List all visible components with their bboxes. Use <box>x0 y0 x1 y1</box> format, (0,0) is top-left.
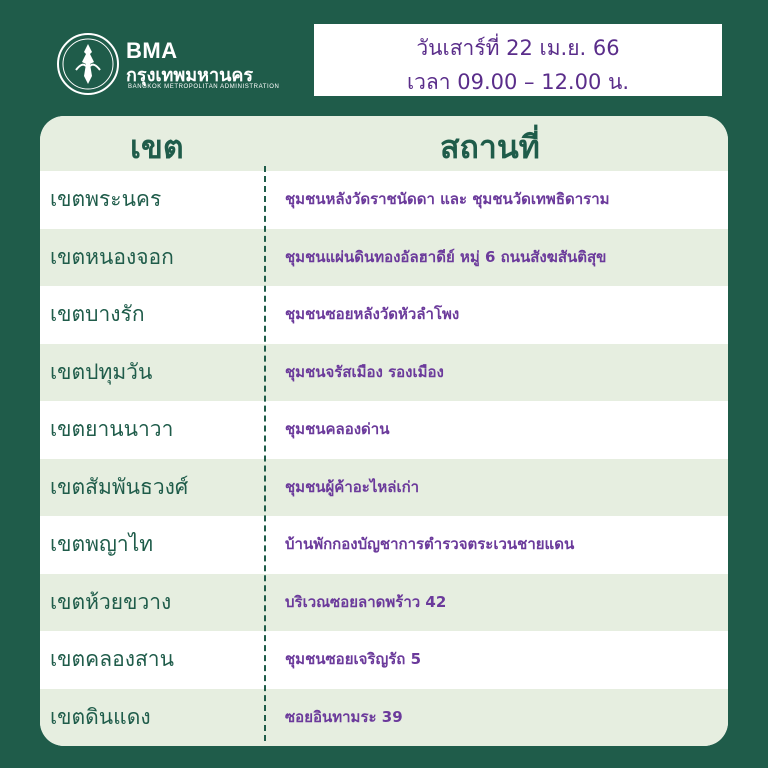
table-row <box>40 459 728 517</box>
district-cell: เขตสัมพันธวงศ์ <box>50 474 189 499</box>
brand-thai-name: กรุงเทพมหานคร <box>126 65 254 86</box>
table-row <box>40 286 728 344</box>
table-row <box>40 689 728 747</box>
table-row <box>40 401 728 459</box>
table-row <box>40 171 728 229</box>
table-row <box>40 631 728 689</box>
place-cell: ชุมชนคลองด่าน <box>285 420 390 438</box>
place-cell: บริเวณซอยลาดพร้าว 42 <box>285 592 447 611</box>
place-cell: บ้านพักกองบัญชาการตำรวจตระเวนชายแดน <box>285 535 575 553</box>
district-cell: เขตพระนคร <box>50 187 162 211</box>
table-header <box>40 116 728 171</box>
district-cell: เขตห้วยขวาง <box>50 589 172 614</box>
schedule-time: เวลา 09.00 – 12.00 น. <box>406 70 630 94</box>
place-cell: ชุมชนซอยเจริญรัถ 5 <box>285 650 422 668</box>
district-cell: เขตคลองสาน <box>50 647 174 671</box>
place-cell: ชุมชนซอยหลังวัดหัวลำโพง <box>285 305 460 323</box>
header-district: เขต <box>130 128 184 166</box>
district-cell: เขตยานนาวา <box>50 417 174 441</box>
place-cell: ซอยอินทามระ 39 <box>285 707 403 726</box>
district-table <box>40 116 728 746</box>
schedule-box <box>314 24 722 96</box>
bma-logo <box>56 32 296 98</box>
brand-abbr: BMA <box>126 38 178 63</box>
bma-seal-icon <box>56 32 120 96</box>
table-row <box>40 229 728 287</box>
table-row <box>40 516 728 574</box>
place-cell: ชุมชนผู้ค้าอะไหล่เก่า <box>285 477 420 496</box>
table-row <box>40 344 728 402</box>
header-place: สถานที่ <box>440 128 540 166</box>
place-cell: ชุมชนแผ่นดินทองอัลฮาดีย์ หมู่ 6 ถนนสังฆสันติสุข <box>285 247 607 266</box>
place-cell: ชุมชนหลังวัดราชนัดดา และ ชุมชนวัดเทพธิดาราม <box>285 190 610 208</box>
brand-english-name: BANGKOK METROPOLITAN ADMINISTRATION <box>128 84 280 90</box>
table-row <box>40 574 728 632</box>
column-divider <box>264 166 266 741</box>
schedule-date: วันเสาร์ที่ 22 เม.ย. 66 <box>416 36 620 60</box>
place-cell: ชุมชนจรัสเมือง รองเมือง <box>285 362 444 381</box>
district-cell: เขตหนองจอก <box>50 244 174 269</box>
district-cell: เขตพญาไท <box>50 532 154 556</box>
table-body <box>40 171 728 746</box>
district-cell: เขตดินแดง <box>50 704 151 729</box>
district-cell: เขตปทุมวัน <box>50 359 153 384</box>
district-cell: เขตบางรัก <box>50 302 145 326</box>
